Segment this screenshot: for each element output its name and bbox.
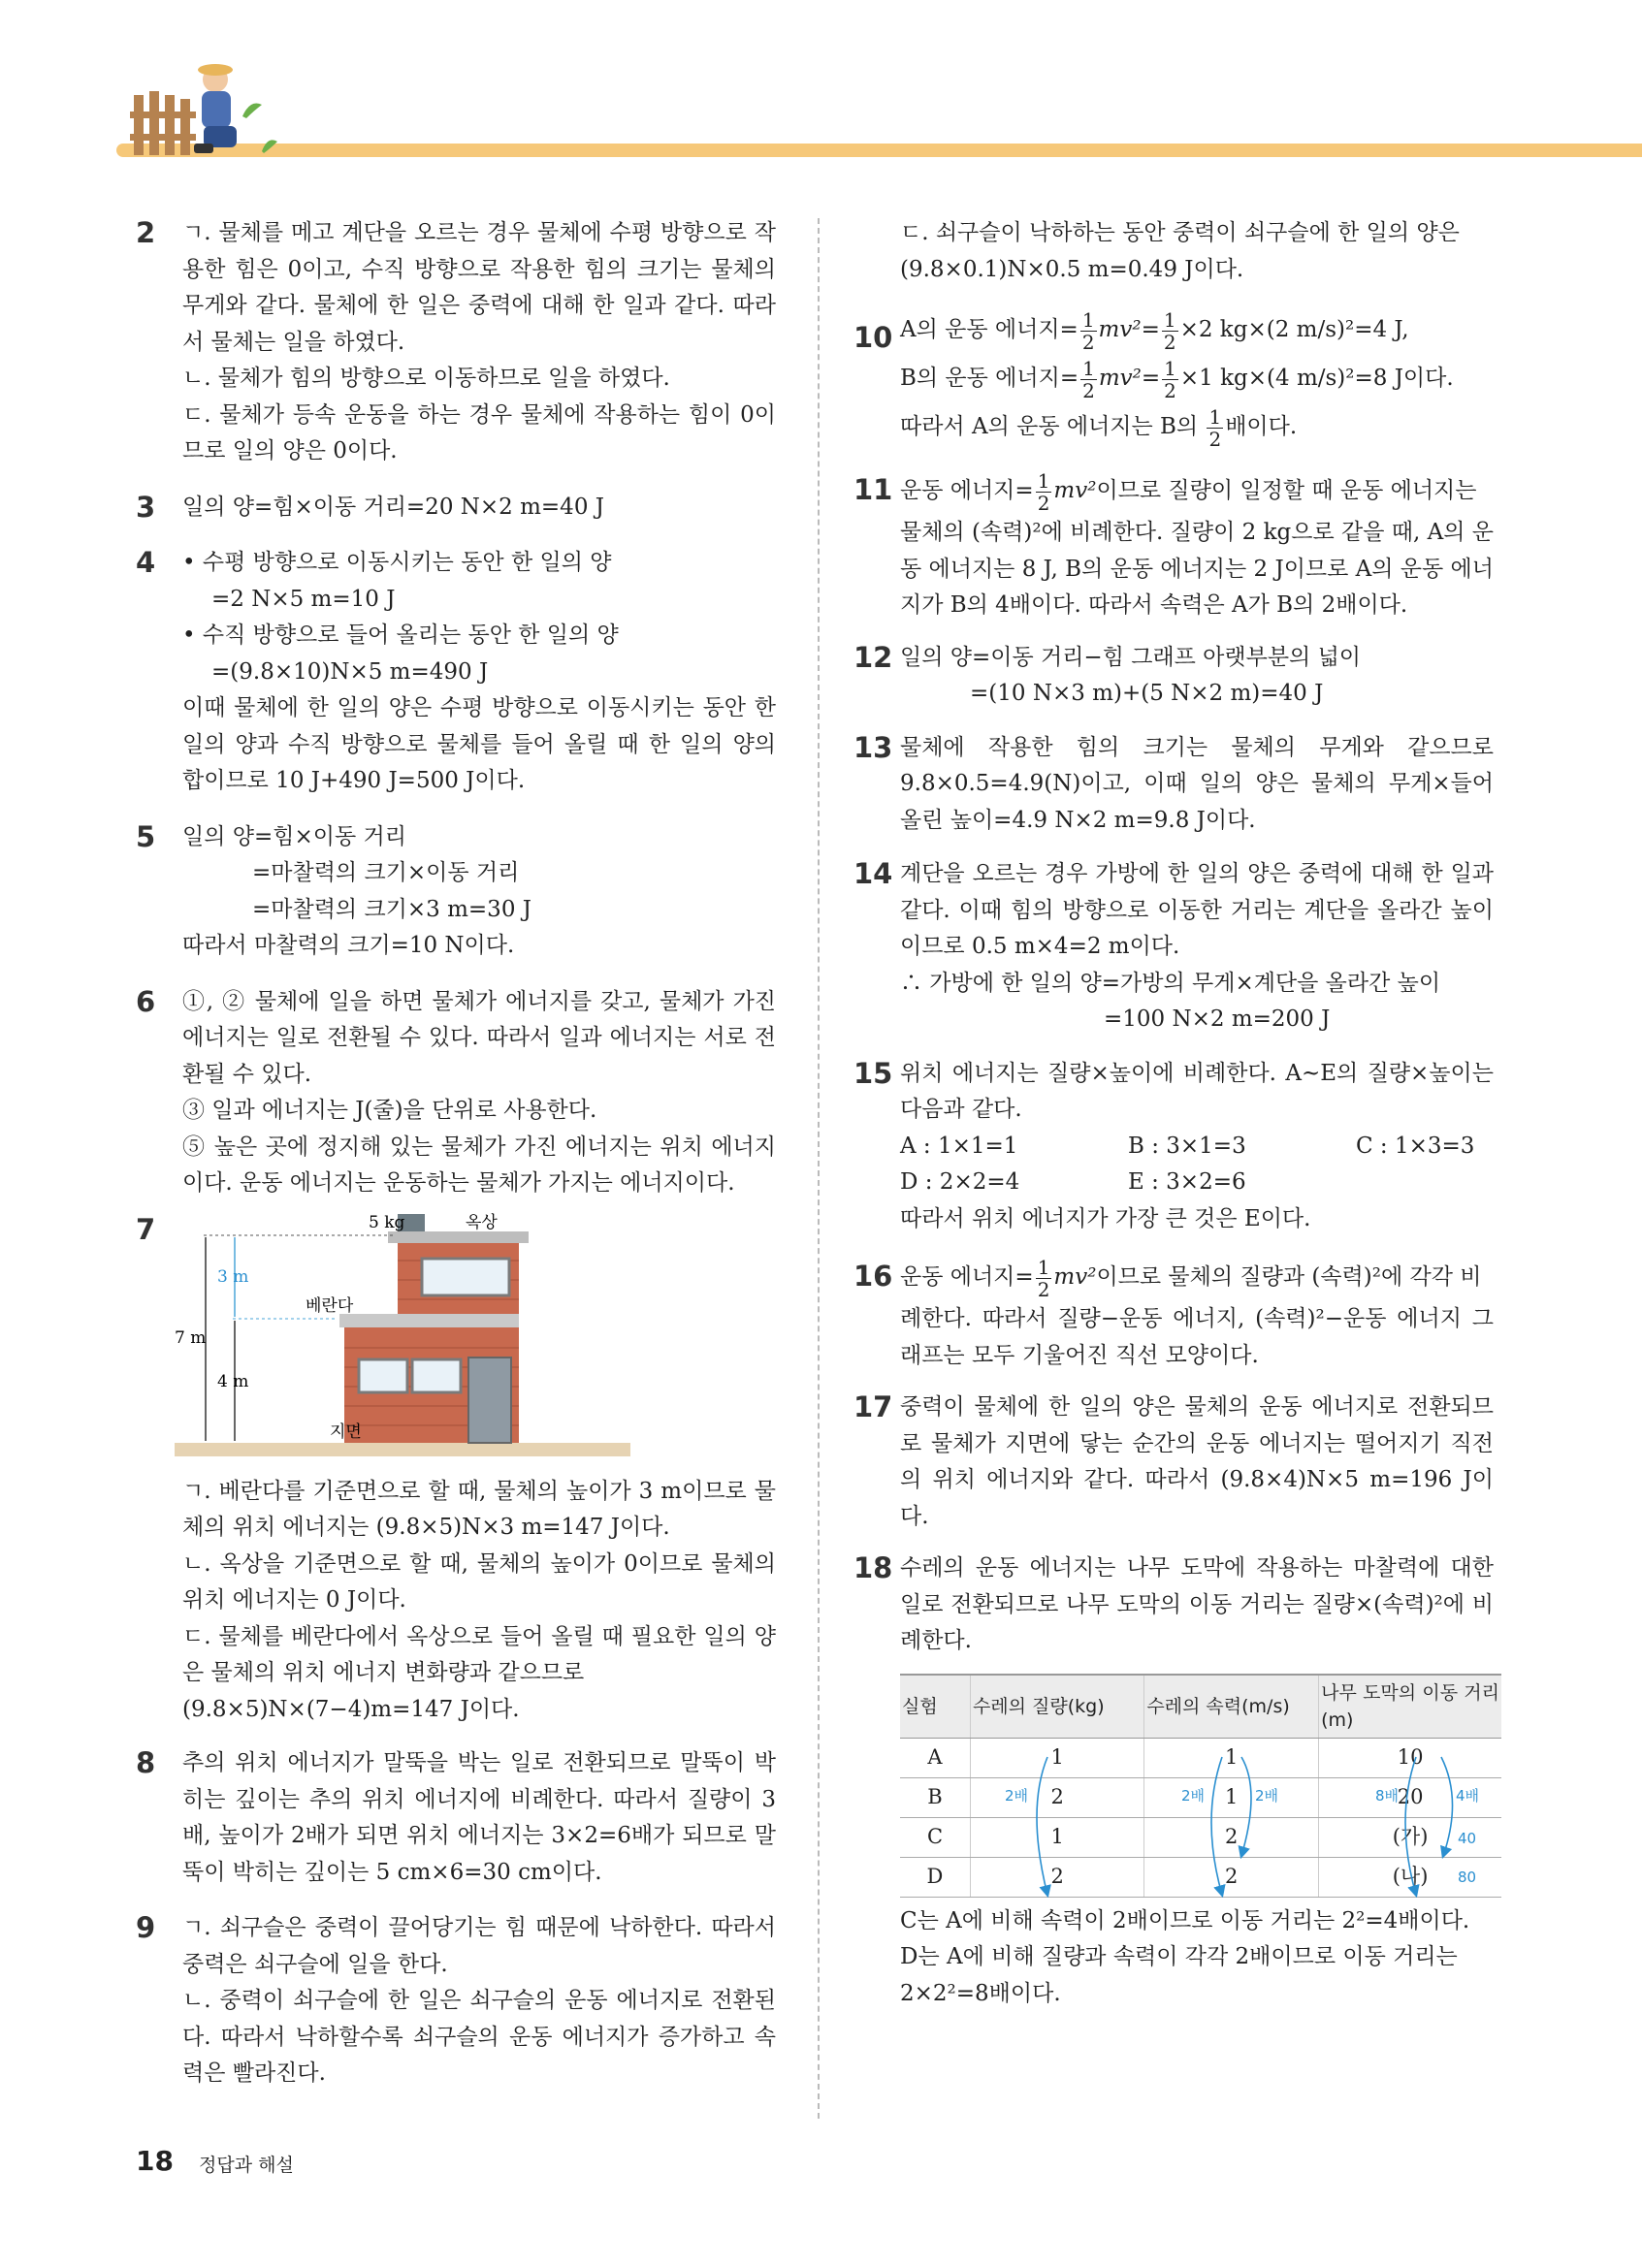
page-number: 18 xyxy=(136,2145,174,2177)
col-header: 수레의 질량(kg) xyxy=(970,1675,1143,1739)
annot-val-40: 40 xyxy=(1458,1829,1477,1847)
left-column xyxy=(136,215,776,2092)
door xyxy=(468,1358,511,1443)
label-ground: 지면 xyxy=(330,1421,362,1442)
annot-speed-2x-right: 2배 xyxy=(1255,1786,1279,1805)
label-4m: 4 m xyxy=(217,1371,249,1391)
farmer-fence-icon xyxy=(126,58,281,165)
experiment-table xyxy=(900,1674,1501,1898)
problem-11: 11 운동 에너지= $\frac{1}{2}$ mv²이므로 질량이 일정할 때 운동 에너지는 물체의 (속력)²에 비례한다. 질량이 2 kg으로 같을 때, A의 운동 에너지는 8 J, B의 운동 에너지는 2 J이므로 A의 운동 에너지가 B의 4배이다. 따라서 속력은 A가 B의 2배이다. xyxy=(853,468,1494,618)
label-7m: 7 m xyxy=(175,1327,207,1348)
table-row: D 2 2 (나) xyxy=(900,1857,1501,1897)
annot-dist-8x: 8배 xyxy=(1375,1786,1400,1805)
problem-6: 6 ①, ② 물체에 일을 하면 물체가 에너지를 갖고, 물체가 가진 에너지는 일로 전환될 수 있다. 따라서 일과 에너지는 서로 전환될 수 있다. ③ 일과 에너지는 J(줄)을 단위로 사용한다. ⑤ 높은 곳에 정지해 있는 물체가 가진 에너지는 위치 에너지이다. 운동 에너지는 운동하는 물체가 가지는 에너지이다. xyxy=(136,984,776,1196)
balcony-slab xyxy=(339,1314,519,1327)
problem-4: 4 • 수평 방향으로 이동시키는 동안 한 일의 양 =2 N×5 m=10 J • 수직 방향으로 들어 올리는 동안 한 일의 양 =(9.8×10)N×5 m=490 J 이때 물체에 한 일의 양은 수평 방향으로 이동시키는 동안 한 일의 양과 수직 방향으로 물체를 들어 올릴 때 한 일의 양의 합이므로 10 J+490 J=500 J이다. xyxy=(136,546,776,793)
upper-window xyxy=(422,1259,509,1295)
label-3m: 3 m xyxy=(217,1266,249,1287)
annot-speed-2x-left: 2배 xyxy=(1181,1786,1206,1805)
roof-slab xyxy=(388,1231,529,1243)
problem-3: 3 일의 양=힘×이동 거리=20 N×2 m=40 J xyxy=(136,490,604,524)
problem-9: 9 ㄱ. 쇠구슬은 중력이 끌어당기는 힘 때문에 낙하한다. 따라서 중력은 쇠구슬에 일을 한다. ㄴ. 중력이 쇠구슬에 한 일은 쇠구슬의 운동 에너지로 전환된다. 따라서 낙하할수록 쇠구슬의 운동 에너지가 증가하고 속력은 빨라진다. xyxy=(136,1911,776,2086)
problem-9-cont: ㄷ. 쇠구슬이 낙하하는 동안 중력이 쇠구슬에 한 일의 양은 (9.8×0.1)N×0.5 m=0.49 J이다. xyxy=(900,220,1460,282)
table-row: B 2 1 20 xyxy=(900,1777,1501,1817)
problem-15: 15 위치 에너지는 질량×높이에 비례한다. A~E의 질량×높이는 다음과 같다. A : 1×1=1 B : 3×1=3 C : 1×3=3 D : 2×2=4 E : 3×2=6 따라서 위치 에너지가 가장 큰 것은 E이다. xyxy=(853,1056,1494,1231)
ground-strip xyxy=(175,1443,630,1456)
problem-16: 16 운동 에너지= $\frac{1}{2}$ mv²이므로 물체의 질량과 (속력)²에 각각 비 례한다. 따라서 질량−운동 에너지, (속력)²−운동 에너지 그래프는 모두 기울어진 직선 모양이다. xyxy=(853,1255,1494,1368)
label-balcony: 베란다 xyxy=(306,1295,354,1316)
problem-5: 5 일의 양=힘×이동 거리 =마찰력의 크기×이동 거리 =마찰력의 크기×3 m=30 J 따라서 마찰력의 크기=10 N이다. xyxy=(136,819,531,958)
col-header: 수레의 속력(m/s) xyxy=(1144,1675,1319,1739)
lower-window-1 xyxy=(359,1359,407,1392)
experiment-table-wrap xyxy=(900,1674,1499,1898)
table-row: A 1 1 10 xyxy=(900,1738,1501,1777)
problem-8: 8 추의 위치 에너지가 말뚝을 박는 일로 전환되므로 말뚝이 박히는 깊이는 추의 위치 에너지에 비례한다. 따라서 질량이 3배, 높이가 2배가 되면 위치 에너지는 3×2=6배가 되므로 말뚝이 박히는 깊이는 5 cm×6=30 cm이다. xyxy=(136,1746,776,1885)
footer-label: 정답과 해설 xyxy=(199,2155,294,2176)
problem-12: 12 일의 양=이동 거리−힘 그래프 아랫부분의 넓이 =(10 N×3 m)+(5 N×2 m)=40 J xyxy=(853,640,1362,706)
column-divider xyxy=(818,218,820,2119)
label-roof: 옥상 xyxy=(466,1212,498,1232)
problem-7: 7 5 kg 옥상 베란다 지면 3 m 4 m 7 m ㄱ. 베란다를 기준면으로 할 때, 물체의 높이가 3 m이므로 물체의 위치 에너지는 (9.8×5)N×3 m=147 J이다. ㄴ. 옥상을 기준면으로 할 때, 물체의 높이가 0이므로 물체의 위치 에너지는 0 J이다. ㄷ. 물체를 베란다에서 옥상으로 들어 올릴 때 필요한 일의 양은 물체의 위치 에너지 변화량과 같으므로 (9.8×5)N×(7−4)m=147 J이다. xyxy=(136,1212,776,1722)
col-header: 나무 도막의 이동 거리(m) xyxy=(1319,1675,1501,1739)
problem-14: 14 계단을 오르는 경우 가방에 한 일의 양은 중력에 대해 한 일과 같다. 이때 힘의 방향으로 이동한 거리는 계단을 올라간 높이이므로 0.5 m×4=2 m이다. ∴ 가방에 한 일의 양=가방의 무게×계단을 올라간 높이 =100 N×2 m=200 J xyxy=(853,857,1494,1032)
label-mass: 5 kg xyxy=(369,1212,405,1232)
table-row: C 1 2 (가) xyxy=(900,1817,1501,1857)
lower-window-2 xyxy=(412,1359,461,1392)
problem-2: 2 ㄱ. 물체를 메고 계단을 오르는 경우 물체에 수평 방향으로 작용한 힘은 0이고, 수직 방향으로 작용한 힘의 크기는 물체의 무게와 같다. 물체에 한 일은 중력에 대해 한 일과 같다. 따라서 물체는 일을 하였다. ㄴ. 물체가 힘의 방향으로 이동하므로 일을 하였다. ㄷ. 물체가 등속 운동을 하는 경우 물체에 작용하는 힘이 0이므로 일의 양은 0이다. xyxy=(136,216,776,463)
annot-dist-4x: 4배 xyxy=(1456,1786,1480,1805)
problem-13: 13 물체에 작용한 힘의 크기는 물체의 무게와 같으므로 9.8×0.5=4.9(N)이고, 이때 일의 양은 물체의 무게×들어 올린 높이=4.9 N×2 m=9.8 J이다. xyxy=(853,730,1494,833)
annot-mass-2x: 2배 xyxy=(1005,1786,1029,1805)
header-bar xyxy=(116,144,1642,157)
problem-10: 10 A의 운동 에너지= $\frac{1}{2}$ mv²= $\frac{1}{2}$ ×2 kg×(2 m/s)²=4 J, B의 운동 에너지= $\frac{1}{2}$ mv²= $\frac{1}{2}$ ×1 kg×(4 m/s)²=8 J이다. 따라서 A의 운동 에너지는 B의 $\frac{1}{2}$ 배이다. xyxy=(853,307,1454,451)
col-header: 실험 xyxy=(900,1675,970,1739)
building-height-figure xyxy=(175,1212,757,1464)
annot-val-80: 80 xyxy=(1458,1868,1477,1886)
right-column xyxy=(853,215,1499,2012)
problem-18: 18 수레의 운동 에너지는 나무 도막에 작용하는 마찰력에 대한 일로 전환되므로 나무 도막의 이동 거리는 질량×(속력)²에 비례한다. 실험 수레의 질량(kg) 수레의 속력(m/s) 나무 도막의 이동 거리(m) A 1 1 10 B 2 1 20 C 1 2 (가) D 2 2 (나) 2배 2배 2배 8배 4배 40 80 C는 A에 비해 속력이 2배이므로 이동 거리는 2²=4배이다. D는 A에 비해 질량과 속력이 각각 2배이므로 이동 거리는 2×2²=8배이다. xyxy=(853,1551,1499,2006)
problem-17: 17 중력이 물체에 한 일의 양은 물체의 운동 에너지로 전환되므로 물체가 지면에 닿는 순간의 운동 에너지는 떨어지기 직전의 위치 에너지와 같다. 따라서 (9.8×4)N×5 m=196 J이다. xyxy=(853,1390,1494,1529)
